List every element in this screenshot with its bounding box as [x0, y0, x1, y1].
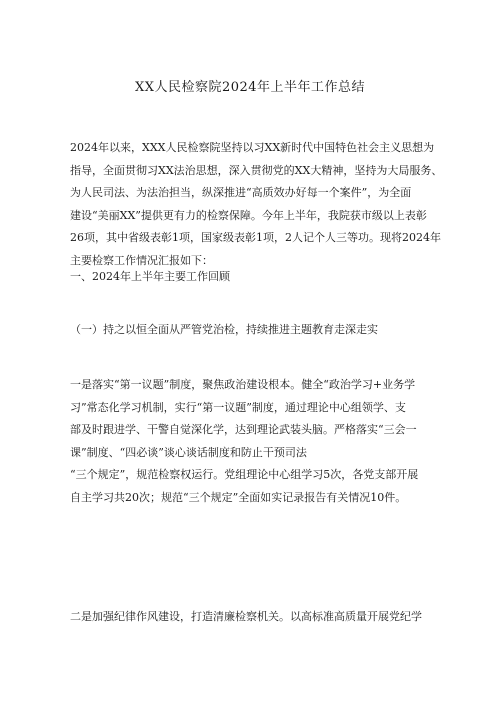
point-two-paragraph — [70, 606, 435, 629]
point-one-line: 课”制度、“四必谈”谈心谈话制度和防止干预司法 — [70, 445, 307, 459]
intro-line: 2024年以来，XXX人民检察院坚持以习XX新时代中国特色社会主义思想为 — [70, 141, 435, 154]
intro-line: 为人民司法、为法治担当，纵深推进“高质效办好每一个案件”，为全面 — [70, 186, 412, 200]
intro-line: 26项，其中省级表彰1项，国家级表彰1项，2人记个人三等功。现将2024年 — [70, 231, 441, 245]
point-two-line: 二是加强纪律作风建设，打造清廉检察机关。以高标准高质量开展党纪学 — [70, 610, 422, 623]
document-title: XX人民检察院2024年上半年工作总结 — [134, 80, 366, 95]
intro-line: 建设“美丽XX”提供更有力的检察保障。今年上半年，我院获市级以上表彰 — [70, 208, 427, 222]
point-one-paragraph — [70, 374, 435, 510]
point-one-line: 部及时跟进学、干警自觉深化学，达到理论武装头脑。严格落实“三会一 — [70, 423, 417, 437]
intro-line: 主要检察工作情况汇报如下： — [70, 253, 213, 267]
section-one-heading: 一、2024年上半年主要工作回顾 — [70, 270, 230, 283]
subsection-one-heading: （一）持之以恒全面从严管党治检，持续推进主题教育走深走实 — [70, 323, 378, 336]
intro-line: 指导，全面贯彻习XX法治思想，深入贯彻党的XX大精神，坚持为大局服务、 — [70, 163, 443, 177]
point-one-line: “三个规定”，规范检察权运行。党组理论中心组学习5次，各党支部开展 — [70, 468, 419, 482]
point-one-line: 一是落实“第一议题”制度，聚焦政治建设根本。健全“政治学习+业务学 — [70, 378, 416, 391]
intro-paragraph — [70, 137, 443, 273]
point-one-line: 自主学习共20次；规范“三个规定”全面如实记录报告有关情况10件。 — [70, 490, 407, 504]
point-one-line: 习”常态化学习机制，实行“第一议题”制度，通过理论中心组领学、支 — [70, 400, 406, 414]
